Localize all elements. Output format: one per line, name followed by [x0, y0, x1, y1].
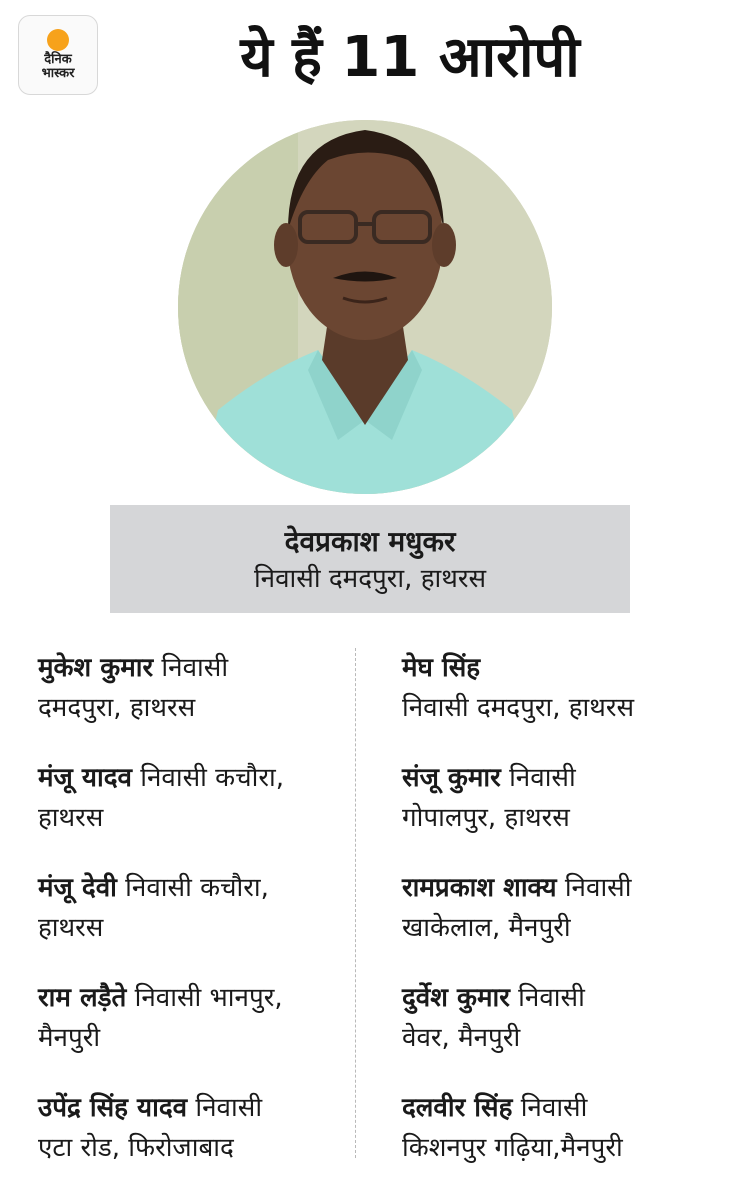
accused-name: मुकेश कुमार: [38, 653, 154, 683]
list-item: [402, 648, 712, 758]
list-item: [402, 758, 712, 868]
main-accused-place: निवासी दमदपुरा, हाथरस: [253, 564, 487, 594]
right-accused-list: [402, 648, 712, 1198]
accused-place: मैनपुरी: [38, 1023, 101, 1053]
accused-place: किशनपुर गढ़िया,मैनपुरी: [402, 1133, 623, 1163]
column-divider: [355, 648, 356, 1158]
list-item: [402, 1088, 712, 1198]
list-item: [38, 978, 338, 1088]
list-item: [402, 868, 712, 978]
accused-place-part: निवासी कचौरा,: [116, 873, 269, 903]
accused-place-part: निवासी: [153, 653, 229, 683]
accused-place-part: निवासी कचौरा,: [131, 763, 285, 793]
accused-place: वेवर, मैनपुरी: [402, 1023, 521, 1053]
accused-place: एटा रोड, फिरोजाबाद: [38, 1133, 234, 1163]
list-item: [38, 1088, 338, 1198]
accused-place: खाकेलाल, मैनपुरी: [402, 913, 571, 943]
main-accused-box: [110, 505, 630, 613]
main-accused-name: देवप्रकाश मधुकर: [284, 525, 456, 558]
accused-place: दमदपुरा, हाथरस: [38, 693, 196, 723]
dainik-bhaskar-logo: [18, 15, 98, 95]
accused-place: हाथरस: [38, 803, 104, 833]
sun-icon: [47, 29, 69, 51]
list-item: [38, 868, 338, 978]
logo-text-line2: भास्कर: [41, 66, 75, 81]
accused-name: उपेंद्र सिंह यादव: [38, 1093, 188, 1123]
accused-place: निवासी दमदपुरा, हाथरस: [402, 693, 635, 723]
logo-text-line1: दैनिक: [44, 52, 72, 67]
accused-place-part: निवासी: [556, 873, 632, 903]
accused-name: मंजू यादव: [38, 763, 132, 793]
page-title: ये हैं 11 आरोपी: [240, 25, 580, 90]
accused-name: दुर्वेश कुमार: [402, 983, 510, 1013]
list-item: [402, 978, 712, 1088]
accused-place-part: निवासी भानपुर,: [126, 983, 283, 1013]
accused-place: गोपालपुर, हाथरस: [402, 803, 570, 833]
accused-name: संजू कुमार: [402, 763, 501, 793]
accused-name: रामप्रकाश शाक्य: [402, 873, 557, 903]
accused-name: राम लड़ैते: [38, 983, 127, 1013]
left-accused-list: [38, 648, 338, 1198]
accused-portrait-photo: [178, 120, 552, 494]
accused-place: हाथरस: [38, 913, 104, 943]
accused-place-part: निवासी: [509, 983, 585, 1013]
accused-place-part: निवासी: [187, 1093, 263, 1123]
accused-place-part: निवासी: [512, 1093, 588, 1123]
list-item: [38, 758, 338, 868]
accused-name: मेघ सिंह: [402, 653, 481, 683]
accused-name: दलवीर सिंह: [402, 1093, 513, 1123]
accused-place-part: निवासी: [500, 763, 576, 793]
list-item: [38, 648, 338, 758]
accused-name: मंजू देवी: [38, 873, 117, 903]
